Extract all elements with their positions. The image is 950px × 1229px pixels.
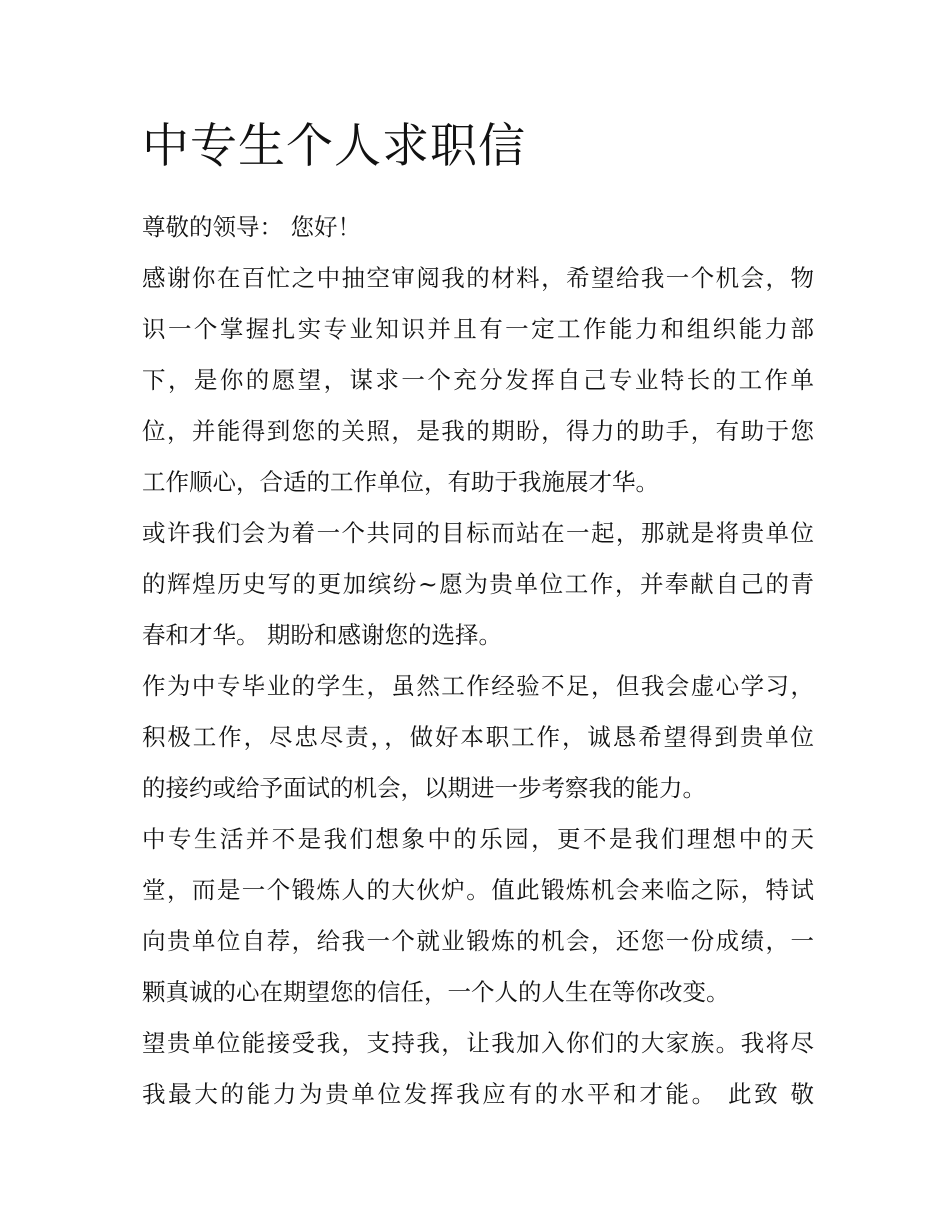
paragraph-1	[142, 253, 814, 508]
paragraph-line: 我最大的能力为贵单位发挥我应有的水平和才能。 此致 敬	[142, 1080, 814, 1108]
paragraph-line: 望贵单位能接受我，支持我，让我加入你们的大家族。我将尽	[142, 1029, 814, 1057]
paragraph-line: 积极工作，尽忠尽责，，做好本职工作，诚恳希望得到贵单位	[142, 723, 814, 751]
paragraph-line: 感谢你在百忙之中抽空审阅我的材料，希望给我一个机会，物	[142, 264, 814, 292]
paragraph-line: 的辉煌历史写的更加缤纷~愿为贵单位工作，并奉献自己的青	[142, 570, 814, 598]
paragraph-5	[142, 1018, 814, 1120]
letter-content	[142, 114, 814, 1120]
paragraph-line: 识一个掌握扎实专业知识并且有一定工作能力和组织能力部	[142, 315, 814, 343]
paragraph-line: 向贵单位自荐，给我一个就业锻炼的机会，还您一份成绩，一	[142, 927, 814, 955]
paragraph-line: 位，并能得到您的关照，是我的期盼，得力的助手，有助于您	[142, 417, 814, 445]
paragraph-line: 作为中专毕业的学生，虽然工作经验不足，但我会虚心学习，	[142, 672, 814, 700]
paragraph-3	[142, 661, 814, 814]
paragraph-4	[142, 814, 814, 1018]
paragraph-line: 颗真诚的心在期望您的信任，一个人的人生在等你改变。	[142, 978, 730, 1006]
paragraph-line: 堂，而是一个锻炼人的大伙炉。值此锻炼机会来临之际，特试	[142, 876, 814, 904]
paragraph-line: 的接约或给予面试的机会，以期进一步考察我的能力。	[142, 774, 706, 802]
paragraph-line: 下，是你的愿望，谋求一个充分发挥自己专业特长的工作单	[142, 366, 814, 394]
paragraph-line: 中专生活并不是我们想象中的乐园，更不是我们理想中的天	[142, 825, 814, 853]
paragraph-line: 或许我们会为着一个共同的目标而站在一起，那就是将贵单位	[142, 519, 814, 547]
paragraph-line: 工作顺心，合适的工作单位，有助于我施展才华。	[142, 468, 659, 496]
paragraph-2	[142, 508, 814, 661]
salutation: 尊敬的领导： 您好！	[142, 213, 361, 241]
paragraph-line: 春和才华。 期盼和感谢您的选择。	[142, 621, 502, 649]
document-title: 中专生个人求职信	[142, 119, 526, 174]
